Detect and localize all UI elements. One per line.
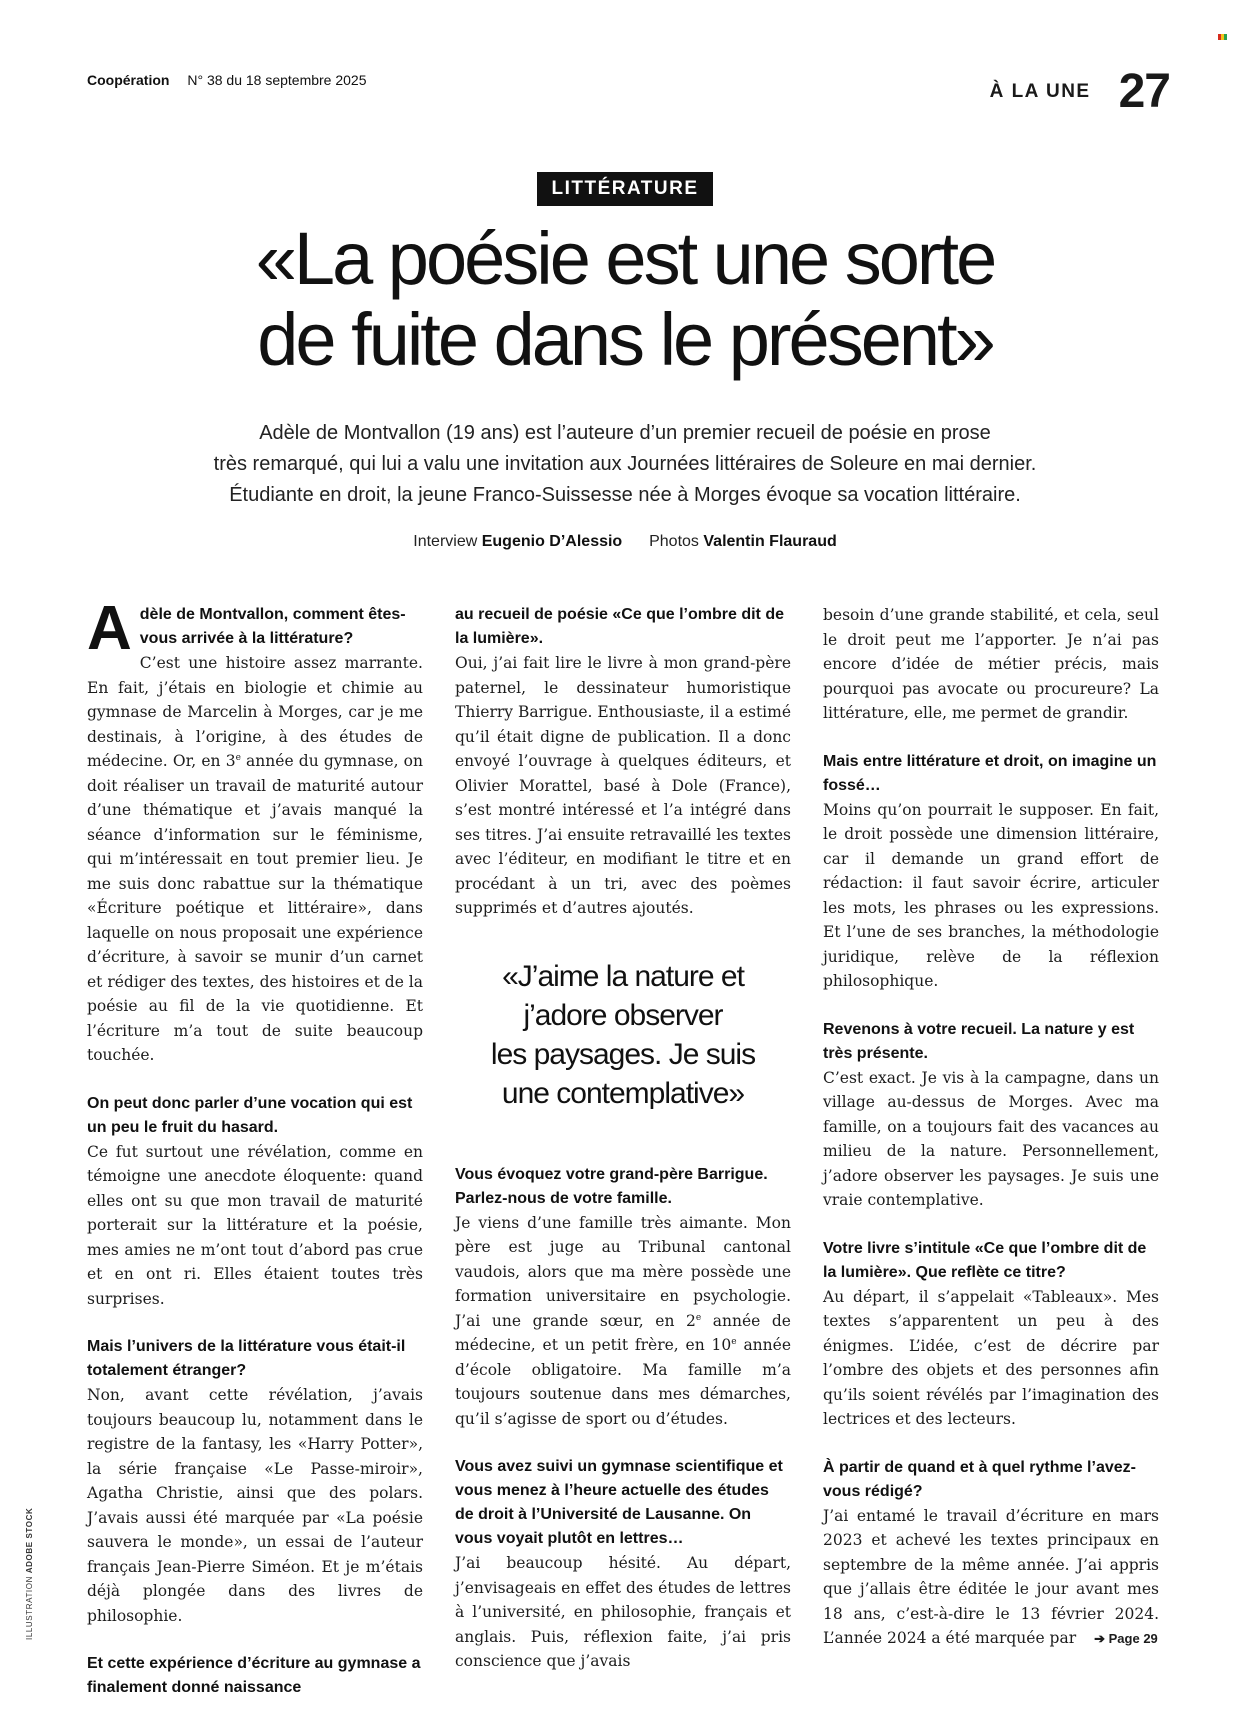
- article-column-1: [87, 594, 423, 1700]
- running-header: [87, 72, 367, 88]
- interview-label: Interview: [413, 533, 478, 550]
- question-9: Votre livre s’intitule «Ce que l’ombre dit de la lumière». Que reflète ce titre?: [823, 1239, 1147, 1281]
- answer-1: [87, 651, 423, 1068]
- article-column-3: [823, 603, 1159, 1676]
- illustration-credit-label: ILLUSTRATION: [25, 1576, 34, 1640]
- page-jump-link[interactable]: ➔ Page 29: [1094, 1631, 1158, 1646]
- question-5: Vous évoquez votre grand-père Barrigue. Parlez-nous de votre famille.: [455, 1165, 768, 1207]
- answer-2: Ce fut surtout une révélation, comme en témoigne une anecdote éloquente: quand elles ont su que mon travail de maturité porterait sur la littérature et la poésie, mes amies ne m’ont tout d’abord pas crue et en ont ri. Elles étaient toutes très surprises.: [87, 1142, 423, 1308]
- answer-7: Moins qu’on pourrait le supposer. En fait, le droit possède une dimension littéraire, car il demande un grand effort de rédaction: il faut savoir écrire, articuler les mots, les phrases ou les expressions. Et l’une de ses branches, la méthodologie juridique, relève de la réflexion philosophique.: [823, 800, 1159, 990]
- pull-quote-line: «J’aime la nature et: [502, 959, 744, 993]
- headline-line-1: «La poésie est une sorte: [255, 217, 995, 300]
- color-mark-green: [1224, 34, 1227, 40]
- question-1-text: dèle de Montvallon, comment êtes-vous arrivée à la littérature?: [139, 606, 406, 647]
- answer-5: [455, 1211, 791, 1432]
- question-10: À partir de quand et à quel rythme l’avez-vous rédigé?: [823, 1458, 1136, 1500]
- ordinal-sup: e: [235, 752, 241, 763]
- photographer-name: Valentin Flauraud: [703, 533, 837, 550]
- standfirst-line-2: très remarqué, qui lui a valu une invitation aux Journées littéraires de Soleure en mai dernier.: [213, 453, 1037, 475]
- illustration-credit: [25, 1508, 34, 1640]
- question-1: [87, 594, 423, 663]
- pull-quote-line: les paysages. Je suis: [490, 1037, 756, 1071]
- byline: [0, 533, 1250, 551]
- question-6: Vous avez suivi un gymnase scientifique et vous menez à l’heure actuelle des études de droit à l’Université de Lausanne. On vous voyait plutôt en lettres…: [455, 1458, 783, 1547]
- question-4-continued: au recueil de poésie «Ce que l’ombre dit de la lumière».: [455, 606, 784, 647]
- answer-10: [823, 1504, 1159, 1652]
- rubric-label: LITTÉRATURE: [537, 172, 712, 206]
- pull-quote-line: une contemplative»: [501, 1076, 745, 1110]
- answer-5-part-c: année d’école obligatoire. Ma famille m’a toujours soutenue dans mes démarches, qu’il s’agisse de sport ou d’études.: [455, 1336, 791, 1428]
- answer-8: C’est exact. Je vis à la campagne, dans un village au-dessus de Morges. Avec ma famille, on a toujours fait des vacances au milieu de la nature. Personnellement, j’adore observer les paysages. Je suis une vraie contemplative.: [823, 1068, 1159, 1209]
- question-4: Et cette expérience d’écriture au gymnase a finalement donné naissance: [87, 1655, 421, 1696]
- headline: [60, 218, 1190, 380]
- question-2: On peut donc parler d’une vocation qui est un peu le fruit du hasard.: [87, 1094, 413, 1136]
- section-label: À LA UNE: [989, 81, 1091, 102]
- photos-label: Photos: [649, 533, 699, 550]
- answer-1-part-b: année du gymnase, on doit réaliser un travail de maturité autour d’une thématique et j’avais manqué la séance d’information sur le féminisme, qui m’intéressait en tout premier lieu. Je me suis donc rabattue sur la thématique «Écriture poétique et littéraire», dans laquelle on nous proposait une expérience d’écriture, à savoir se munir d’un carnet et rédiger des textes, des histoires et de la poésie au fil de la vie quotidienne. Et l’écriture m’a tout de suite beaucoup touchée.: [87, 752, 423, 1064]
- pull-quote-line: j’adore observer: [523, 998, 723, 1032]
- answer-3: Non, avant cette révélation, j’avais toujours beaucoup lu, notamment dans le registre de la fantasy, les «Harry Potter», la série française «Le Passe-miroir», Agatha Christie, ainsi que des polars. J’avais aussi été marquée par «La poésie sauvera le monde», un essai de l’auteur français Jean-Pierre Siméon. Et je m’étais déjà plongée dans des livres de philosophie.: [87, 1386, 423, 1625]
- standfirst-line-3: Étudiante en droit, la jeune Franco-Suissesse née à Morges évoque sa vocation littéraire.: [229, 484, 1021, 506]
- answer-10-text: J’ai entamé le travail d’écriture en mars 2023 et achevé les textes principaux en septembre de la même année. J’ai appris que j’allais être éditée le jour avant mes 18 ans, c’est-à-dire le 13 février 2024. L’année 2024 a été marquée par: [823, 1506, 1159, 1647]
- issue-info: N° 38 du 18 septembre 2025: [187, 72, 367, 88]
- pull-quote: [455, 957, 791, 1113]
- standfirst: [100, 418, 1150, 511]
- page-number: 27: [1118, 65, 1170, 118]
- rubric-wrap: [0, 172, 1250, 206]
- question-7: Mais entre littérature et droit, on imagine un fossé…: [823, 752, 1157, 794]
- answer-6: J’ai beaucoup hésité. Au départ, j’envisageais en effet des études de lettres à l’université, en philosophie, français et anglais. Puis, réflexion faite, j’ai pris conscience que j’avais: [455, 1554, 791, 1670]
- answer-1-part-a: C’est une histoire assez marrante. En fait, j’étais en biologie et chimie au gymnase de Marcelin à Morges, car je me destinais, à l’origine, à des études de médecine. Or, en 3: [87, 654, 423, 770]
- answer-6-continued: besoin d’une grande stabilité, et cela, seul le droit peut me l’apporter. Je n’ai pas encore d’idée de métier précis, mais pourquoi pas avocate ou procureure? La littérature, elle, me permet de grandir.: [823, 606, 1159, 722]
- article-column-2: [455, 603, 791, 1698]
- drop-cap: A: [87, 594, 132, 663]
- section-header: [989, 65, 1170, 118]
- color-registration-mark: [1218, 34, 1227, 40]
- question-8: Revenons à votre recueil. La nature y est très présente.: [823, 1020, 1135, 1062]
- headline-line-2: de fuite dans le présent»: [257, 298, 993, 381]
- standfirst-line-1: Adèle de Montvallon (19 ans) est l’auteure d’un premier recueil de poésie en prose: [259, 422, 991, 444]
- answer-9: Au départ, il s’appelait «Tableaux». Mes textes s’apparentent un peu à des énigmes. L’idée, c’est de décrire par l’ombre des objets et des personnes afin qu’ils soient révélés par l’imagination des lectrices et des lecteurs.: [823, 1287, 1159, 1428]
- publication-name: Coopération: [87, 72, 170, 88]
- answer-5-part-b: année de médecine, et un petit frère, en 10: [455, 1311, 791, 1354]
- illustration-credit-name: ADOBE STOCK: [25, 1507, 34, 1574]
- answer-4: Oui, j’ai fait lire le livre à mon grand-père paternel, le dessinateur humoristique Thierry Barrigue. Enthousiaste, il a estimé qu’il était digne de publication. Il a donc envoyé l’ouvrage à quelques éditeurs, et Olivier Morattel, basé à Dole (France), s’est montré intéressé et l’a intégré dans ses titres. J’ai ensuite retravaillé les textes avec l’éditeur, en modifiant le titre et en procédant à un tri, avec des poèmes supprimés et d’autres ajoutés.: [455, 654, 791, 917]
- ordinal-sup: e: [695, 1312, 702, 1323]
- interviewer-name: Eugenio D’Alessio: [481, 533, 623, 550]
- question-3: Mais l’univers de la littérature vous était-il totalement étranger?: [87, 1338, 406, 1379]
- ordinal-sup: e: [731, 1336, 737, 1347]
- answer-5-part-a: Je viens d’une famille très aimante. Mon père est juge au Tribunal cantonal vaudois, alors que ma mère possède une formation universitaire en psychologie. J’ai une grande sœur, en 2: [455, 1213, 791, 1330]
